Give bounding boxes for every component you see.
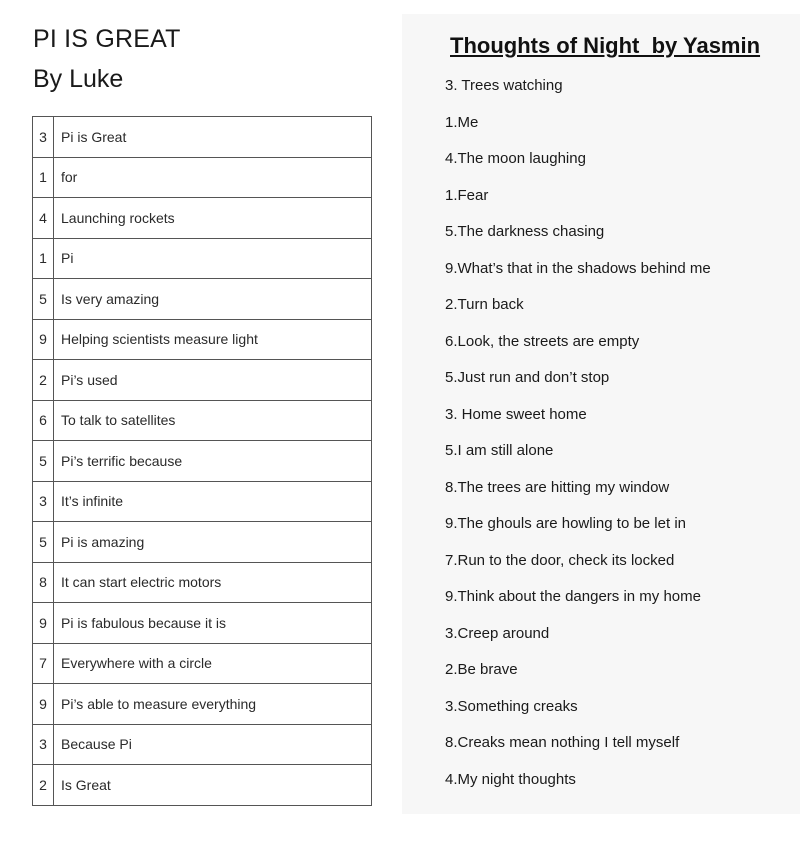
table-row xyxy=(33,400,372,441)
row-number: 9 xyxy=(33,319,54,360)
row-number: 2 xyxy=(33,360,54,401)
list-item: 5.Just run and don’t stop xyxy=(445,369,610,386)
row-number: 4 xyxy=(33,198,54,239)
list-item: 9.Think about the dangers in my home xyxy=(445,588,701,605)
row-text: Everywhere with a circle xyxy=(54,643,372,684)
row-number: 8 xyxy=(33,562,54,603)
row-text: Pi is Great xyxy=(54,117,372,158)
row-number: 6 xyxy=(33,400,54,441)
list-item: 3. Trees watching xyxy=(445,77,563,94)
row-text: It’s infinite xyxy=(54,481,372,522)
list-item: 3.Creep around xyxy=(445,624,550,642)
row-number: 3 xyxy=(33,724,54,765)
night-poem-title: Thoughts of Night by Yasmin xyxy=(450,33,761,58)
table-row xyxy=(33,157,372,198)
row-text: Pi’s able to measure everything xyxy=(54,684,372,725)
row-number: 9 xyxy=(33,684,54,725)
table-row xyxy=(33,724,372,765)
list-item: 1.Fear xyxy=(445,186,489,204)
row-number: 3 xyxy=(33,117,54,158)
row-text: It can start electric motors xyxy=(54,562,372,603)
row-number: 5 xyxy=(33,441,54,482)
row-text: Helping scientists measure light xyxy=(54,319,372,360)
list-item: 3.Something creaks xyxy=(445,697,578,715)
list-item: 9.What’s that in the shadows behind me xyxy=(445,259,711,277)
row-number: 1 xyxy=(33,238,54,279)
list-item: 4.My night thoughts xyxy=(445,770,576,788)
list-item: 8.Creaks mean nothing I tell myself xyxy=(445,734,680,751)
table-row xyxy=(33,360,372,401)
table-row xyxy=(33,481,372,522)
row-text: Pi’s terrific because xyxy=(54,441,372,482)
table-row xyxy=(33,441,372,482)
list-item: 4.The moon laughing xyxy=(445,150,586,167)
list-item: 2.Turn back xyxy=(445,296,524,313)
row-text: Pi is amazing xyxy=(54,522,372,563)
list-item: 8.The trees are hitting my window xyxy=(445,478,670,496)
list-item: 5.The darkness chasing xyxy=(445,223,605,240)
row-text: Pi’s used xyxy=(54,360,372,401)
table-row xyxy=(33,117,372,158)
row-number: 1 xyxy=(33,157,54,198)
row-text: Pi xyxy=(54,238,372,279)
row-number: 2 xyxy=(33,765,54,806)
table-row xyxy=(33,522,372,563)
row-number: 9 xyxy=(33,603,54,644)
pi-poem-author: By Luke xyxy=(33,65,124,93)
row-text: for xyxy=(54,157,372,198)
table-row xyxy=(33,279,372,320)
night-poem-panel xyxy=(402,14,800,814)
row-number: 3 xyxy=(33,481,54,522)
pi-poem-table xyxy=(32,116,372,806)
row-text: To talk to satellites xyxy=(54,400,372,441)
list-item: 5.I am still alone xyxy=(445,442,554,459)
list-item: 2.Be brave xyxy=(445,661,518,678)
night-poem-lines xyxy=(445,76,711,806)
row-number: 5 xyxy=(33,522,54,563)
table-row xyxy=(33,603,372,644)
list-item: 6.Look, the streets are empty xyxy=(445,332,640,350)
row-text: Because Pi xyxy=(54,724,372,765)
table-row xyxy=(33,562,372,603)
row-text: Launching rockets xyxy=(54,198,372,239)
list-item: 7.Run to the door, check its locked xyxy=(445,551,675,569)
list-item: 3. Home sweet home xyxy=(445,405,587,423)
row-text: Pi is fabulous because it is xyxy=(54,603,372,644)
pi-poem-title: PI IS GREAT xyxy=(33,25,181,53)
table-row xyxy=(33,765,372,806)
table-row xyxy=(33,238,372,279)
table-row xyxy=(33,643,372,684)
table-row xyxy=(33,684,372,725)
row-text: Is very amazing xyxy=(54,279,372,320)
table-row xyxy=(33,198,372,239)
list-item: 9.The ghouls are howling to be let in xyxy=(445,515,686,532)
row-number: 5 xyxy=(33,279,54,320)
list-item: 1.Me xyxy=(445,113,479,131)
table-row xyxy=(33,319,372,360)
row-text: Is Great xyxy=(54,765,372,806)
row-number: 7 xyxy=(33,643,54,684)
